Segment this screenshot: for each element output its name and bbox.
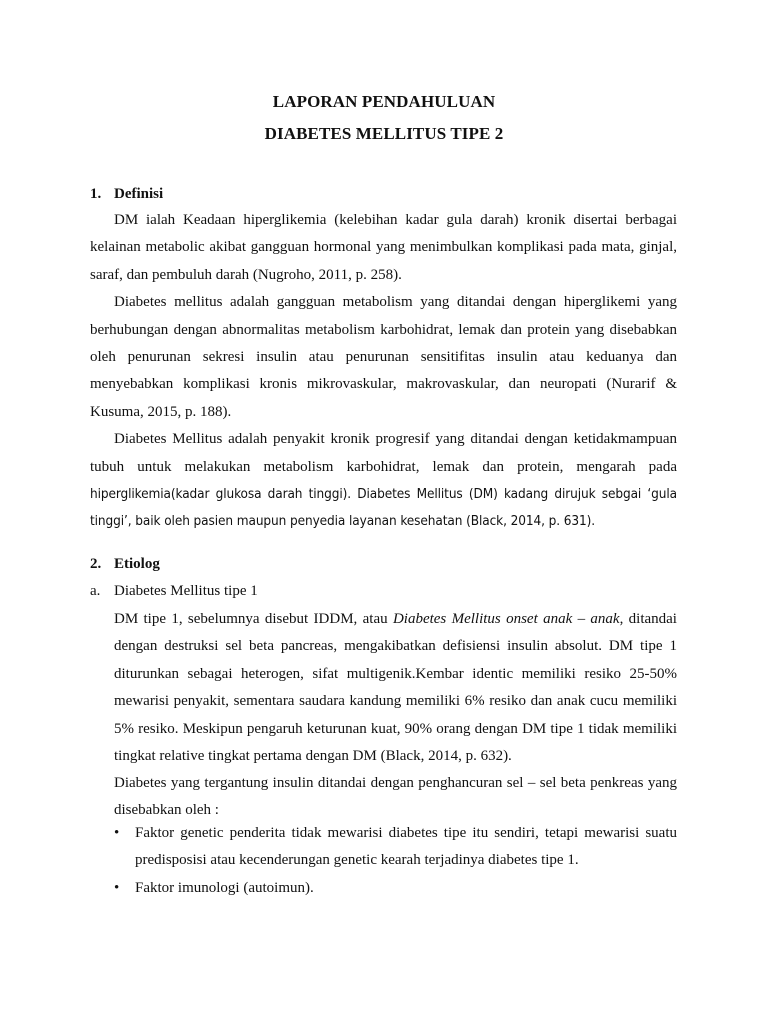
section-definisi-body xyxy=(90,207,677,536)
paragraph-penyebab: Diabetes yang tergantung insulin ditandai dengan penghancuran sel – sel beta penkreas yang disebabkan oleh : xyxy=(114,775,677,819)
bullet-text: Faktor imunologi (autoimun). xyxy=(135,880,314,896)
subsection-label: a. xyxy=(90,583,101,599)
paragraph: Diabetes mellitus adalah gangguan metabolism yang ditandai dengan hiperglikemi yang berhubungan dengan abnormalitas metabolism karbohidrat, lemak dan protein yang disebabkan oleh penurunan sekresi insulin atau penurunan sensitifitas insulin atau keduanya dan menyebabkan komplikasi kronis mikrovaskular, makrovaskular, dan neuropati (Nurarif & Kusuma, 2015, p. 188). xyxy=(90,294,677,420)
bullet-text: Faktor genetic penderita tidak mewarisi diabetes tipe itu sendiri, tetapi mewarisi suatu predisposisi atau kecenderungan genetic kearah terjadinya diabetes tipe 1. xyxy=(135,825,677,869)
section-number: 1. xyxy=(90,186,102,202)
paragraph-dm-tipe-1 xyxy=(114,606,677,770)
section-heading-definisi xyxy=(90,186,163,203)
section-title: Etiolog xyxy=(114,556,160,572)
section-heading-etiologi xyxy=(90,556,160,573)
paragraph xyxy=(90,426,677,536)
report-title: LAPORAN PENDAHULUAN xyxy=(272,92,496,111)
paragraph: DM ialah Keadaan hiperglikemia (kelebihan kadar gula darah) kronik disertai berbagai kelainan metabolic akibat gangguan hormonal yang menimbulkan komplikasi pada mata, ginjal, saraf, dan pembuluh darah (Nugroho, 2011, p. 258). xyxy=(90,212,677,283)
bullet-icon: • xyxy=(114,880,120,896)
paragraph-text: DM tipe 1, sebelumnya disebut IDDM, atau xyxy=(114,611,393,627)
bullet-item xyxy=(114,820,677,875)
report-subtitle: DIABETES MELLITUS TIPE 2 xyxy=(264,124,504,143)
paragraph-text-sans: hiperglikemia(kadar glukosa darah tinggi). Diabetes Mellitus (DM) kadang dirujuk sebgai ‘gula tinggi’, baik oleh pasien maupun penyedia layanan kesehatan (Black, 2014, p. 631). xyxy=(90,486,677,530)
section-number: 2. xyxy=(90,556,102,572)
subsection-title: Diabetes Mellitus tipe 1 xyxy=(114,583,258,599)
subsection-a xyxy=(90,583,258,600)
paragraph-text: , ditandai dengan destruksi sel beta pancreas, mengakibatkan defisiensi insulin absolut. DM tipe 1 diturunkan sebagai heterogen, sifat multigenik.Kembar identic memiliki resiko 25-50% mewarisi penyakit, sementara saudara kandung memiliki 6% resiko dan anak cucu memiliki 5% resiko. Meskipun pengaruh keturunan kuat, 90% orang dengan DM tipe 1 tidak memiliki tingkat relative tingkat pertama dengan DM (Black, 2014, p. 632). xyxy=(114,611,677,765)
section-title: Definisi xyxy=(114,186,164,202)
paragraph-text: Diabetes Mellitus adalah penyakit kronik progresif yang ditandai dengan ketidakmampuan tubuh untuk melakukan metabolism karbohidrat, lemak dan protein, mengarah pada xyxy=(90,431,677,475)
italic-term: Diabetes Mellitus onset anak – anak xyxy=(392,611,620,627)
bullet-item xyxy=(114,875,677,902)
bullet-icon: • xyxy=(114,825,120,841)
